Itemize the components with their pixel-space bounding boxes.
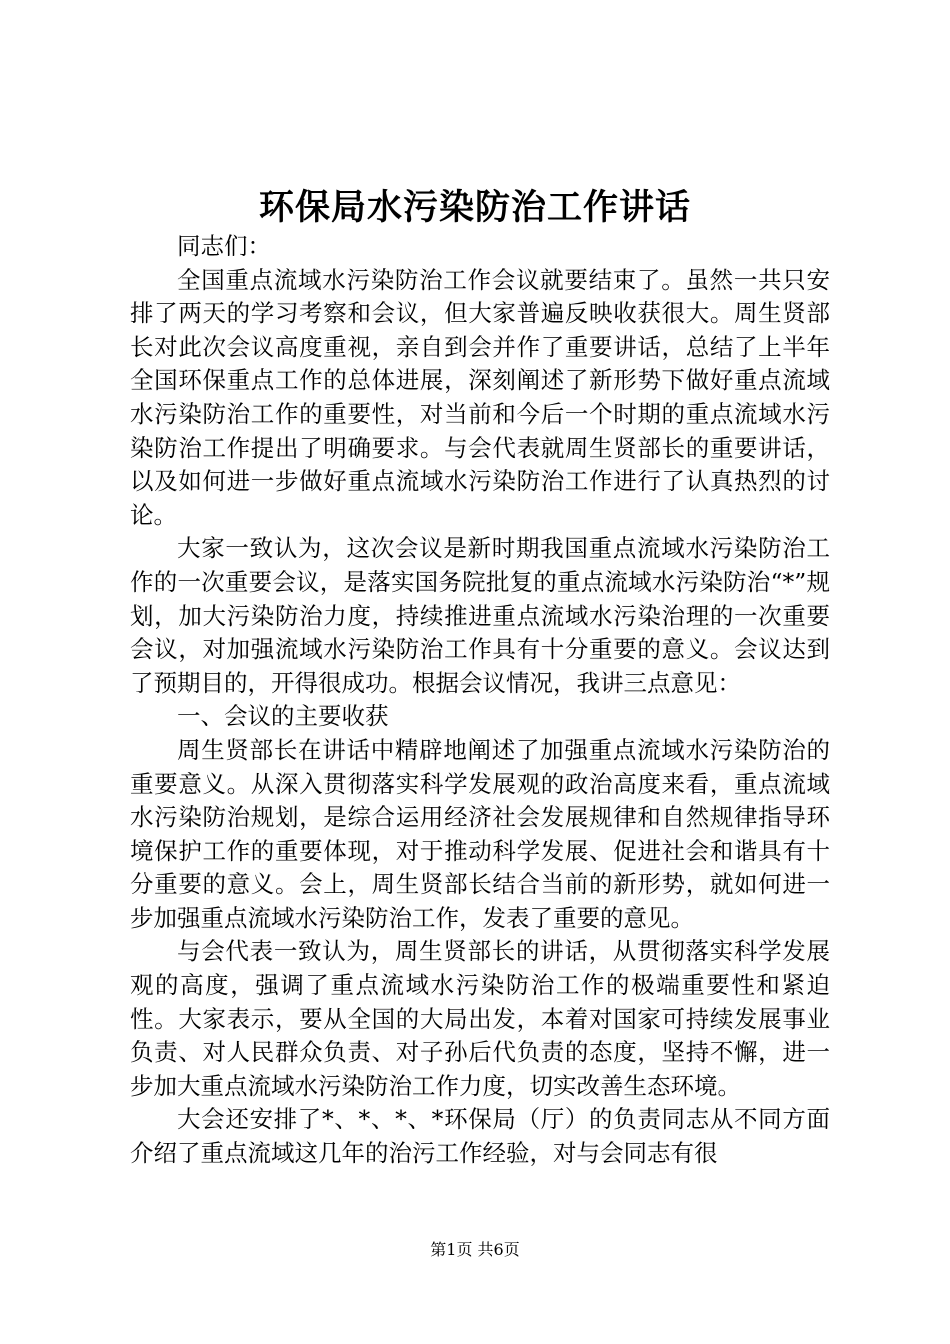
paragraph: 全国重点流域水污染防治工作会议就要结束了。虽然一共只安排了两天的学习考察和会议，但大家普遍反映收获很大。周生贤部长对此次会议高度重视，亲自到会并作了重要讲话，总结了上半年全国环保重点工作的总体进展，深刻阐述了新形势下做好重点流域水污染防治工作的重要性，对当前和今后一个时期的重点流域水污染防治工作提出了明确要求。与会代表就周生贤部长的重要讲话，以及如何进一步做好重点流域水污染防治工作进行了认真热烈的讨论。 (130, 265, 830, 529)
page-footer (0, 1238, 950, 1262)
section-heading: 一、会议的主要收获 (177, 702, 389, 731)
paragraph: 大家一致认为，这次会议是新时期我国重点流域水污染防治工作的一次重要会议，是落实国务院批复的重点流域水污染防治“*”规划，加大污染防治力度，持续推进重点流域水污染治理的一次重要会议，对加强流域水污染防治工作具有十分重要的意义。会议达到了预期目的，开得很成功。根据会议情况，我讲三点意见： (130, 534, 830, 697)
paragraph: 与会代表一致认为，周生贤部长的讲话，从贯彻落实科学发展观的高度，强调了重点流域水污染防治工作的极端重要性和紧迫性。大家表示，要从全国的大局出发，本着对国家可持续发展事业负责、对人民群众负责、对子孙后代负责的态度，坚持不懈，进一步加大重点流域水污染防治工作力度，切实改善生态环境。 (130, 937, 830, 1100)
paragraph: 周生贤部长在讲话中精辟地阐述了加强重点流域水污染防治的重要意义。从深入贯彻落实科学发展观的政治高度来看，重点流域水污染防治规划，是综合运用经济社会发展规律和自然规律指导环境保护工作的重要体现，对于推动科学发展、促进社会和谐具有十分重要的意义。会上，周生贤部长结合当前的新形势，就如何进一步加强重点流域水污染防治工作，发表了重要的意见。 (130, 735, 830, 932)
document-body (130, 230, 830, 1171)
salutation: 同志们： (177, 232, 271, 260)
paragraph: 大会还安排了*、*、*、*环保局（厅）的负责同志从不同方面介绍了重点流域这几年的治污工作经验，对与会同志有很 (130, 1105, 830, 1168)
page-number: 第1页 共6页 (430, 1240, 520, 1259)
document-title: 环保局水污染防治工作讲话 (258, 187, 691, 228)
